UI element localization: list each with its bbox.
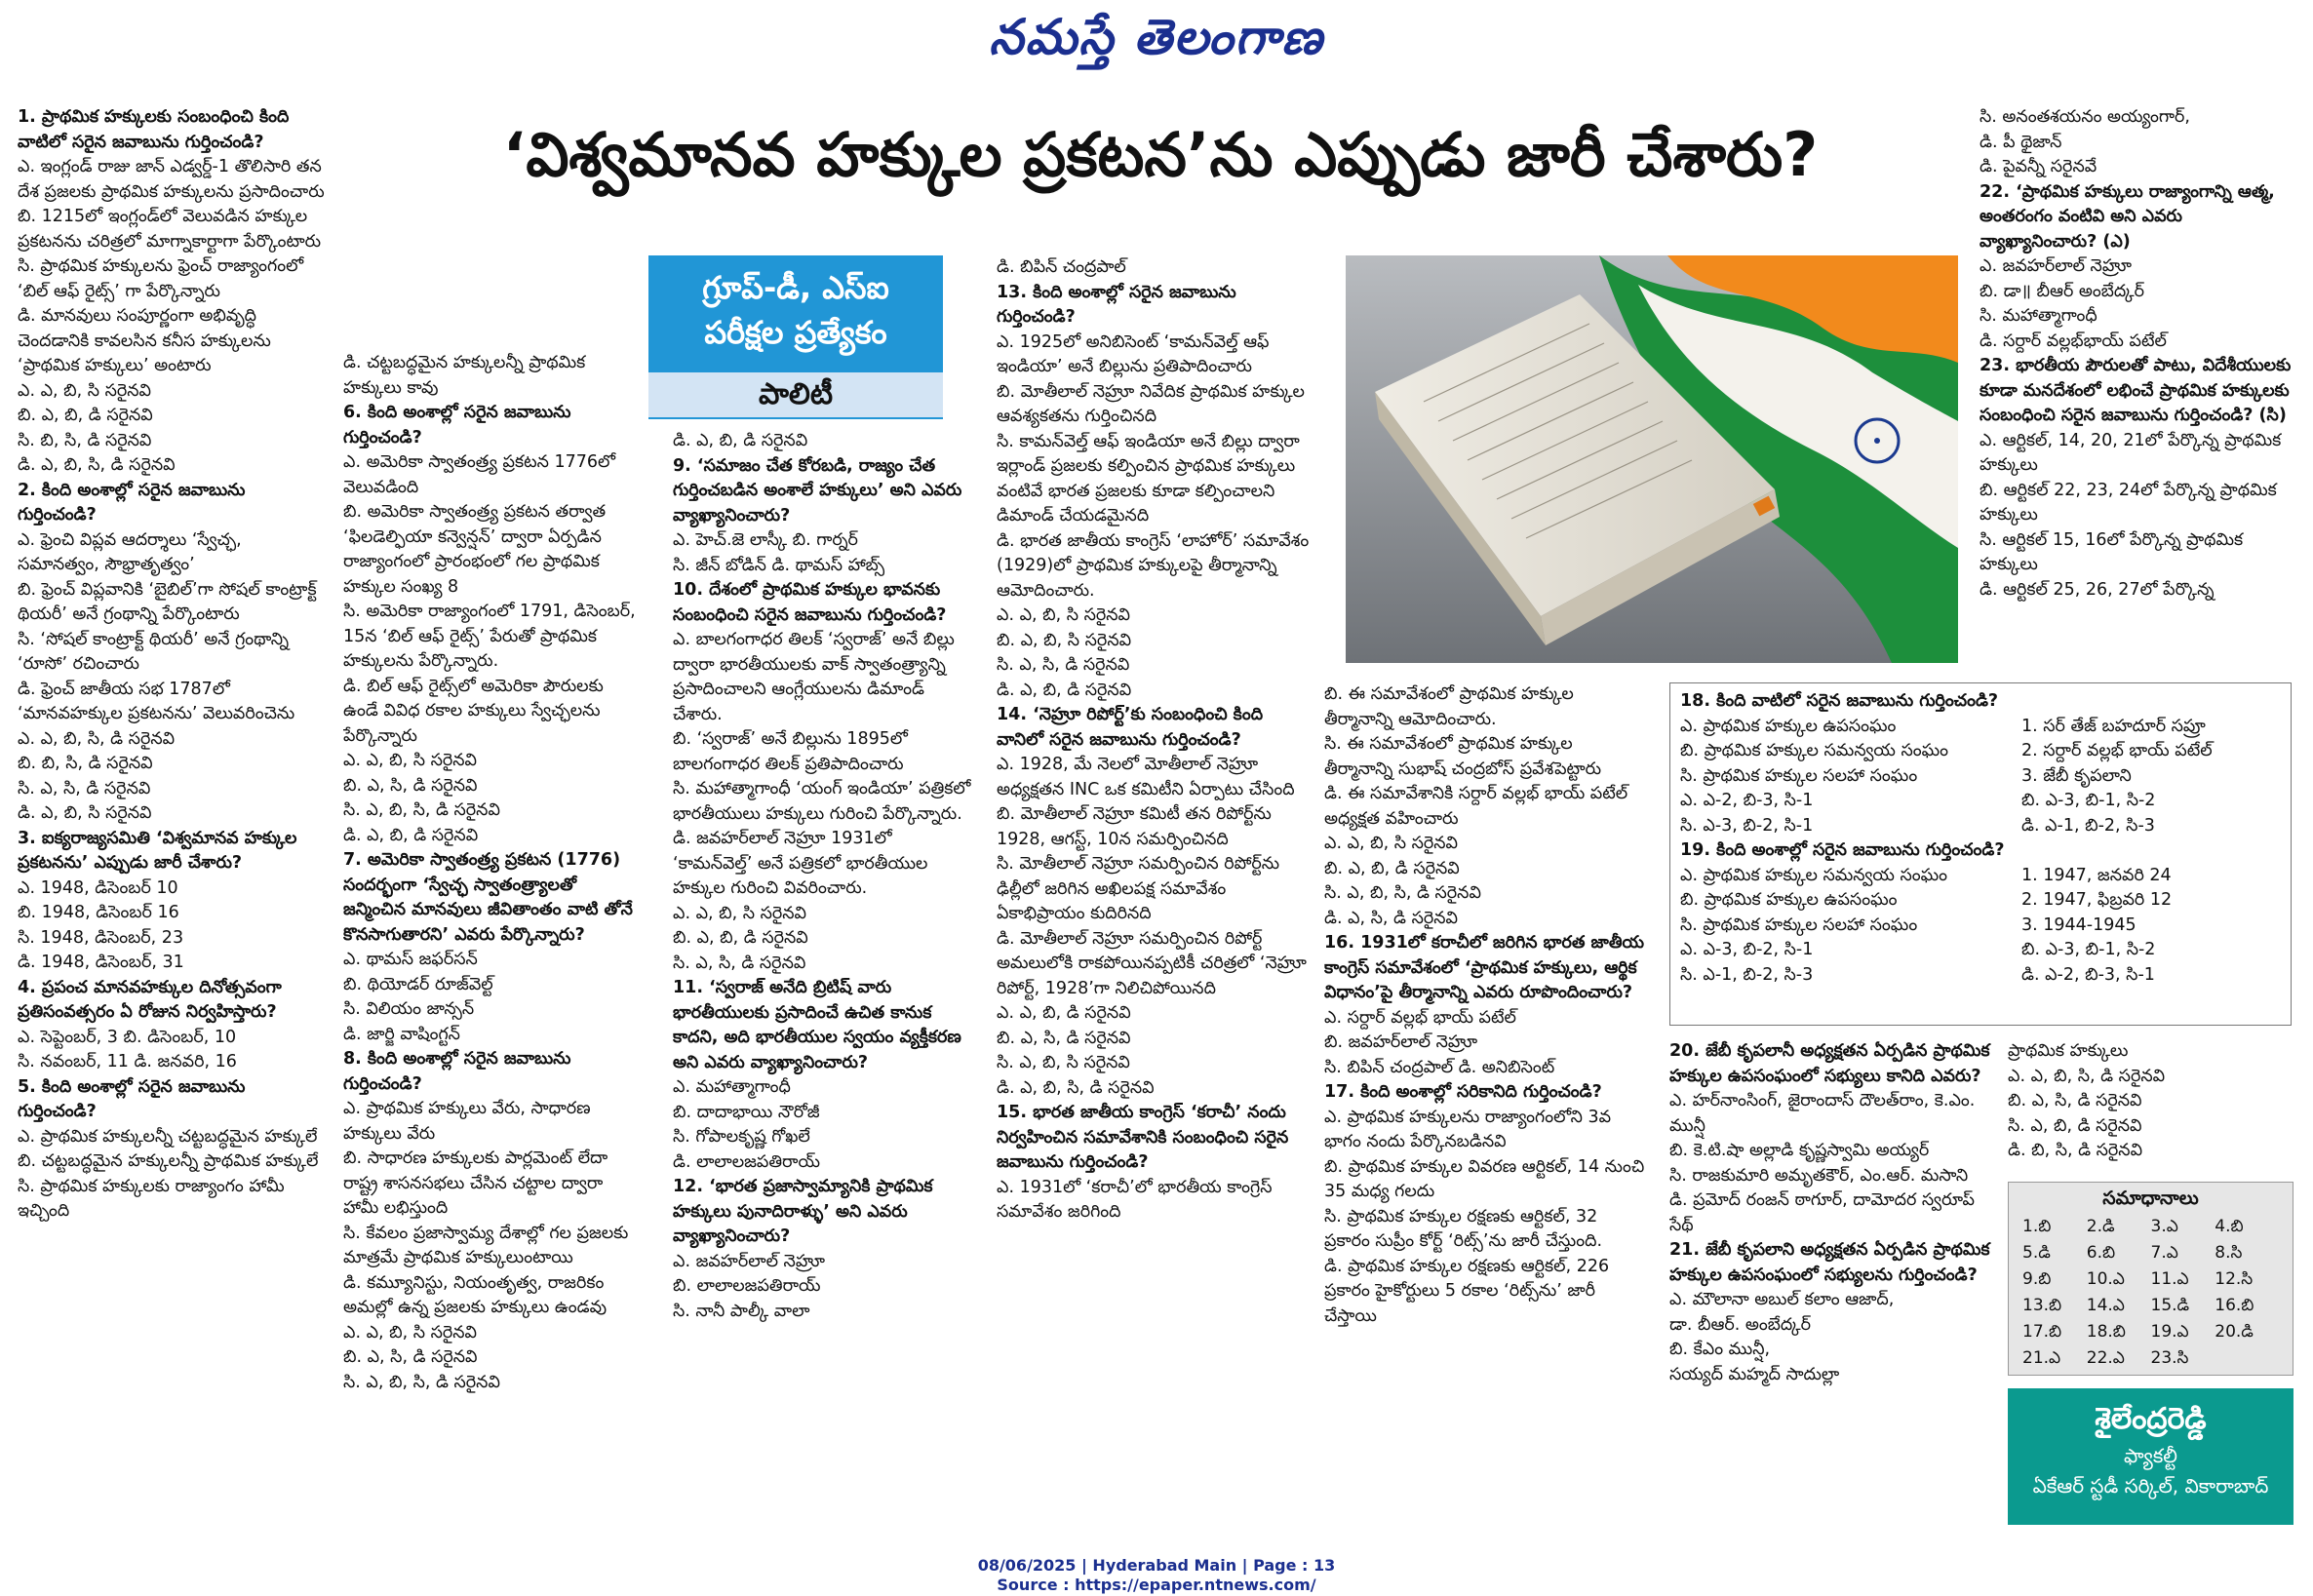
option-text: సి. కేవలం ప్రజాస్వామ్య దేశాల్లో గల ప్రజలకు మాత్రమే ప్రాథమిక హక్కులుంటాయి (343, 1223, 629, 1267)
option-text: డి. ఎ, బి, డి సరైనవి (673, 431, 808, 450)
question-text: 8. కింది అంశాల్లో సరైన జవాబును గుర్తించండి? (343, 1049, 571, 1094)
option-text: డి. జార్జి వాషింగ్టన్‌ (343, 1024, 460, 1044)
question-text: 14. ‘నెహ్రూ రిపోర్ట్‌’కు సంబంధించి కింది వానిలో సరైన జవాబును గుర్తించండి? (997, 705, 1264, 750)
list-item: బి. ప్రాథమిక హక్కుల సమన్వయ సంఘం (1680, 741, 1949, 760)
option-text: సి. మోతీలాల్‌ నెహ్రూ సమర్పించిన రిపోర్ట్‌ను ఢిల్లీలో జరిగిన అఖిలపక్ష సమావేశం ఏకాభిప్రాయం కుదిరినది (997, 854, 1280, 923)
option-text: బి. కె.టి.షా అల్లాడి కృష్ణస్వామి అయ్యర్‌ (1669, 1141, 1930, 1160)
option-text: ఎ. సెప్టెంబర్‌, 3 బి. డిసెంబర్‌, 10 (18, 1027, 237, 1047)
list-item: 1. సర్‌ తేజ్‌ బహదూర్‌ సప్రూ (2021, 716, 2206, 736)
option-text: సి. ఈ సమావేశంలో ప్రాథమిక హక్కుల తీర్మానాన్ని సుభాష్‌ చంద్రబోస్‌ ప్రవేశపెట్టారు (1324, 734, 1602, 779)
question-text: 4. ప్రపంచ మానవహక్కుల దినోత్సవంగా ప్రతిసంవత్సరం ఏ రోజున నిర్వహిస్తారు? (18, 977, 282, 1022)
list-item: బి. ఎ-3, బి-1, సి-2 (2021, 940, 2156, 959)
option-text: బి. ఎ, సి, డి సరైనవి (2008, 1091, 2142, 1110)
option-text: సి. ఎ, బి, సి, డి సరైనవి (343, 1372, 500, 1392)
q18-left-list (1680, 715, 2021, 839)
option-text: సి. మహాత్మాగాంధీ (1980, 306, 2097, 326)
option-text: డి. భారత జాతీయ కాంగ్రెస్‌ ‘లాహోర్‌’ సమావేశం (1929)లో ప్రాథమిక హక్కులపై తీర్మానాన్ని ఆమోదించారు. (997, 530, 1310, 601)
author-org: ఏకేఆర్‌ స్టడీ సర్కిల్‌, వికారాబాద్‌ (2032, 1474, 2269, 1498)
list-item: 5.డి (2022, 1243, 2051, 1263)
list-item: 20.డి (2215, 1322, 2254, 1342)
option-text: సి. రాజకుమారి అమృతకౌర్‌, ఎం.ఆర్‌. మసాని (1669, 1165, 1969, 1186)
option-text: సి. అనంతశయనం అయ్యంగార్‌, (1980, 107, 2190, 127)
question-text: 5. కింది అంశాల్లో సరైన జవాబును గుర్తించండి? (18, 1076, 246, 1121)
option-text: డి. కమ్యూనిస్టు, నియంతృత్వ, రాజరికం అమల్లో ఉన్న ప్రజలకు హక్కులు ఉండవు (343, 1272, 608, 1317)
answers-box (2008, 1182, 2293, 1376)
option-text: ఎ. మహాత్మాగాంధీ (673, 1077, 791, 1097)
list-item: సి. ప్రాథమిక హక్కుల సలహా సంఘం (1680, 765, 1918, 786)
list-item: 12.సి (2215, 1269, 2254, 1289)
option-text: డి. బి, సి, డి సరైనవి (2008, 1141, 2143, 1160)
option-text: డి. ప్రమోద్‌ రంజన్‌ ఠాగూర్‌, దామోదర స్వరూప్‌ సేథ్‌ (1669, 1190, 1975, 1235)
option-text: డి. మానవులు సంపూర్ణంగా అభివృద్ధి చెందడానికి కావలసిన కనీస హక్కులను ‘ప్రాథమిక హక్కులు’ అంటారు (18, 306, 271, 375)
option-text: బి. ఎ, బి, డి సరైనవి (673, 928, 808, 948)
question-text: 9. ‘సమాజం చేత కోరబడి, రాజ్యం చేత గుర్తించబడిన అంశాలే హక్కులు’ అని ఎవరు వ్యాఖ్యానించారు? (673, 455, 962, 526)
subject-label: పాలిటీ (648, 372, 943, 417)
option-text: ఎ. ఎ, బి, సి సరైనవి (18, 380, 151, 401)
option-text: సి. ఎ, సి, డి సరైనవి (997, 655, 1130, 675)
option-text: డి. పీ థైజాన్‌ (1980, 132, 2062, 152)
option-text: బి. ఎ, సి, డి సరైనవి (997, 1028, 1131, 1048)
option-text: ఎ. ఎ, బి, సి, డి సరైనవి (18, 728, 176, 749)
option-text: సి. గోపాలకృష్ణ గోఖలే (673, 1127, 810, 1147)
option-text: సి. ఎ, సి, డి సరైనవి (18, 778, 151, 798)
option-text: డి. ఫ్రెంచ్‌ జాతీయ సభ 1787లో ‘మానవహక్కుల ప్రకటనను’ వెలువరించెను (18, 679, 295, 723)
banner-line-2: పరీక్షల ప్రత్యేకం (704, 314, 887, 351)
question-text: 6. కింది అంశాల్లో సరైన జవాబును గుర్తించండి? (343, 403, 571, 448)
option-text: బి. 1215లో ఇంగ్లండ్‌లో వెలువడిన హక్కుల ప్రకటనను చరిత్రలో మాగ్నాకార్టాగా పేర్కొంటారు (18, 207, 322, 252)
option-text: సి. ప్రాథమిక హక్కులకు రాజ్యాంగం హామీ ఇచ్చింది (18, 1176, 285, 1221)
list-item: 1. 1947, జనవరి 24 (2021, 865, 2172, 885)
option-text: సి. ఎ, బి, సి, డి సరైనవి (1324, 883, 1481, 903)
list-item: సి. ప్రాథమిక హక్కుల సలహా సంఘం (1680, 915, 1918, 935)
list-item: 3. జేబీ కృపలాని (2021, 765, 2132, 786)
option-text: డి. 1948, డిసెంబర్‌, 31 (18, 953, 184, 972)
list-item: ఎ. ప్రాథమిక హక్కుల సమన్వయ సంఘం (1680, 865, 1947, 885)
option-text: ఎ. ఫ్రెంచి విప్లవ ఆదర్శాలు ‘స్వేచ్ఛ, సమానత్వం, సౌభ్రాతృత్వం’ (18, 529, 242, 574)
option-text: ఎ. హెచ్‌.జె లాస్కీ బి. గార్నర్‌ (673, 530, 858, 550)
option-text: ఎ. జవహర్‌లాల్‌ నెహ్రూ (673, 1251, 826, 1271)
option-text: బి. ఎ, సి, డి సరైనవి (343, 1347, 478, 1367)
list-item: 3. 1944-1945 (2021, 915, 2137, 935)
option-text: సి. ఎ, బి, సి, డి సరైనవి (343, 800, 500, 820)
list-item: 9.బి (2022, 1269, 2052, 1289)
option-text: ఎ. ఎ, బి, సి సరైనవి (673, 903, 806, 923)
constitution-flag-photo (1346, 255, 1958, 663)
option-text: ఎ. ప్రాథమిక హక్కులన్నీ చట్టబద్ధమైన హక్కులే (18, 1126, 318, 1147)
author-name: శైలేంద్రరెడ్డి (2095, 1402, 2207, 1436)
option-text: ఎ. అమెరికా స్వాతంత్ర్య ప్రకటన 1776లో వెలువడింది (343, 452, 616, 497)
list-item: సి. ఎ-3, బి-2, సి-1 (1680, 815, 1814, 836)
page-footer (0, 1556, 2313, 1595)
option-text: బి. ఎ, సి, డి సరైనవి (343, 775, 478, 796)
option-text: డా. బీఆర్‌. అంబేద్కర్‌ (1669, 1314, 1811, 1335)
question-text: 1. ప్రాథమిక హక్కులకు సంబంధించి కింది వాటిలో సరైన జవాబును గుర్తించండి? (18, 107, 290, 152)
option-text: బి. ప్రాథమిక హక్కుల వివరణ ఆర్టికల్‌, 14 నుంచి 35 మధ్య గలదు (1324, 1156, 1645, 1201)
option-text: ఎ. ప్రాథమిక హక్కులను రాజ్యాంగంలోని 3వ భాగం నందు పేర్కొనబడినవి (1324, 1107, 1612, 1151)
list-item: ఎ. ఎ-3, బి-2, సి-1 (1680, 940, 1814, 959)
option-text: బి. ఈ సమావేశంలో ప్రాథమిక హక్కుల తీర్మానాన్ని ఆమోదించారు. (1324, 684, 1574, 729)
option-text: డి. ఆర్టికల్‌ 25, 26, 27లో పేర్కొన్న (1980, 579, 2215, 600)
option-text: ఎ. ఎ, బి, సి సరైనవి (343, 1322, 477, 1343)
option-text: బి. ‘స్వరాజ్‌’ అనే బిల్లును 1895లో బాలగంగాధర తిలక్‌ ప్రతిపాదించారు (673, 729, 908, 774)
list-item: ఎ. ఎ-2, బి-3, సి-1 (1680, 791, 1814, 810)
option-text: ఎ. ఎ, బి, సి సరైనవి (997, 605, 1130, 625)
question-text: 3. ఐక్యరాజ్యసమితి ‘విశ్వమానవ హక్కుల ప్రకటనను’ ఎప్పుడు జారీ చేశారు? (18, 828, 297, 873)
option-text: బి. సాధారణ హక్కులకు పార్లమెంట్‌ లేదా రాష్ట్ర శాసనసభలు చేసిన చట్టాల ద్వారా హామీ లభిస్తుంది (343, 1148, 608, 1218)
option-text: ఎ. 1928, మే నెలలో మోతీలాల్‌ నెహ్రూ అధ్యక్షతన INC ఒక కమిటీని ఏర్పాటు చేసింది (997, 755, 1295, 799)
option-text: డి. జవహర్‌లాల్‌ నెహ్రూ 1931లో ‘కామన్‌వెల్త్‌’ అనే పత్రికలో భారతీయుల హక్కుల గురించి వివరించారు. (673, 829, 928, 898)
list-item: ఎ. ప్రాథమిక హక్కుల ఉపసంఘం (1680, 716, 1897, 736)
question-text: 17. కింది అంశాల్లో సరికానిది గుర్తించండి? (1324, 1082, 1602, 1102)
option-text: సి. ఆర్టికల్‌ 15, 16లో పేర్కొన్న ప్రాథమిక హక్కులు (1980, 529, 2244, 574)
list-item: 6.బి (2086, 1243, 2116, 1263)
q19-left-list (1680, 864, 2021, 989)
option-text: ఎ. ఇంగ్లండ్‌ రాజు జాన్‌ ఎడ్వర్డ్‌-1 తొలిసారి తన దేశ ప్రజలకు ప్రాథమిక హక్కులను ప్రసాదించారు (18, 157, 325, 202)
list-item: డి. ఎ-2, బి-3, సి-1 (2021, 964, 2155, 985)
option-text: ఎ. 1925లో అనిబిసెంట్‌ ‘కామన్‌వెల్త్‌ ఆఫ్‌ ఇండియా’ అనే బిల్లును ప్రతిపాదించారు (997, 331, 1270, 376)
list-item: బి. ప్రాథమిక హక్కుల ఉపసంఘం (1680, 890, 1898, 910)
match-questions-box (1669, 682, 2292, 1026)
list-item: 8.సి (2215, 1243, 2243, 1263)
list-item: 16.బి (2215, 1296, 2254, 1315)
question-text: 11. ‘స్వరాజ్‌ అనేది బ్రిటిష్‌ వారు భారతీయులకు ప్రసాదించే ఉచిత కానుక కాదని, అది భారతీయుల స్వయం వ్యక్తీకరణ అని ఎవరు వ్యాఖ్యానించారు? (673, 978, 961, 1072)
list-item: 18.బి (2086, 1322, 2126, 1342)
option-text: ఎ. సర్దార్‌ వల్లభ్‌ భాయ్‌ పటేల్‌ (1324, 1007, 1516, 1028)
question-text: 23. భారతీయ పౌరులతో పాటు, విదేశీయులకు కూడా మనదేశంలో లభించే ప్రాథమిక హక్కులకు సంబంధించి సరైన జవాబును గుర్తించండి? (సి) (1980, 356, 2292, 425)
option-text: సి. 1948, డిసెంబర్‌, 23 (18, 927, 184, 948)
option-text: సి. జీన్‌ బోడిన్‌ డి. థామస్‌ హాబ్స్‌ (673, 555, 885, 575)
option-text: డి. ఈ సమావేశానికి సర్దార్‌ వల్లభ్‌ భాయ్‌ పటేల్‌ అధ్యక్షత వహించారు (1324, 784, 1628, 829)
option-text: బి. జవహర్‌లాల్‌ నెహ్రూ (1324, 1032, 1478, 1052)
option-text: సి. కామన్‌వెల్త్‌ ఆఫ్‌ ఇండియా అనే బిల్లు ద్వారా ఇర్లాండ్‌ ప్రజలకు కల్పించిన ప్రాథమిక హక్కులు వంటివే భారత ప్రజలకు కూడా కల్పించాలని డిమాండ్‌ చేయడమైనది (997, 431, 1300, 526)
list-item: 4.బి (2215, 1217, 2244, 1236)
option-text: ఎ. ఎ, బి, సి, డి సరైనవి (2008, 1066, 2166, 1086)
page-headline: ‘విశ్వమానవ హక్కుల ప్రకటన’ను ఎప్పుడు జారీ చేశారు? (502, 119, 1819, 190)
option-text: ప్రాథమిక హక్కులు (2008, 1041, 2129, 1061)
answers-grid (2009, 1214, 2293, 1372)
option-text: డి. ఎ, బి, డి సరైనవి (997, 680, 1132, 700)
list-item: బి. ఎ-3, బి-1, సి-2 (2021, 791, 2156, 810)
option-text: ఎ. థామస్‌ జఫర్‌సన్‌ (343, 950, 478, 969)
option-text: బి. ఎ, బి, డి సరైనవి (18, 406, 153, 425)
option-text: డి. లాలాలజపతిరాయ్‌ (673, 1151, 820, 1172)
option-text: బి. లాలాలజపతిరాయ్‌ (673, 1276, 821, 1296)
footer-source-line: Source : https://epaper.ntnews.com/ (997, 1576, 1316, 1594)
option-text: డి. మోతీలాల్‌ నెహ్రూ సమర్పించిన రిపోర్ట్‌ అమలులోకి రాకపోయినప్పటికీ చరిత్రలో ‘నెహ్రూ రిపోర్ట్‌, 1928’గా నిలిచిపోయినది (997, 928, 1307, 998)
column-5 (1324, 682, 1646, 1501)
option-text: డి. పైవన్నీ సరైనవే (1980, 157, 2097, 176)
option-text: బి. మోతీలాల్‌ నెహ్రూ నివేదిక ప్రాథమిక హక్కుల ఆవశ్యకతను గుర్తించినది (997, 381, 1305, 426)
option-text: బి. దాదాభాయి నౌరోజీ (673, 1102, 820, 1122)
option-text: సి. ఎ, బి, సి సరైనవి (997, 1053, 1130, 1072)
list-item: 22.ఎ (2086, 1348, 2125, 1368)
question-text: 21. జేబీ కృపలాని అధ్యక్షతన ఏర్పడిన ప్రాథమిక హక్కుల ఉపసంఘంలో సభ్యులను గుర్తించండి? (1669, 1240, 1990, 1285)
option-text: సి. ‘సోషల్‌ కాంట్రాక్ట్‌ థియరీ’ అనే గ్రంథాన్ని ‘రూసో’ రచించారు (18, 629, 290, 674)
option-text: డి. చట్టబద్ధమైన హక్కులన్నీ ప్రాథమిక హక్కులు కావు (343, 353, 586, 398)
option-text: ఎ. హర్‌నాంసింగ్‌, జైరాందాస్‌ దౌలత్‌రాం, కె.ఎం. మున్షీ (1669, 1091, 1976, 1136)
option-text: సి. నవంబర్‌, 11 డి. జనవరి, 16 (18, 1052, 237, 1071)
option-text: సి. బిపిన్‌ చంద్రపాల్‌ డి. అనిబిసెంట్‌ (1324, 1057, 1555, 1077)
list-item: 19.ఎ (2150, 1322, 2189, 1342)
option-text: సి. అమెరికా రాజ్యాంగంలో 1791, డిసెంబర్‌, 15న ‘బిల్‌ ఆఫ్‌ రైట్స్‌’ పేరుతో ప్రాథమిక హక్కులను పేర్కొన్నారు. (343, 602, 636, 671)
question-text: 2. కింది అంశాల్లో సరైన జవాబును గుర్తించండి? (18, 480, 246, 525)
q18-right-list (2021, 715, 2275, 839)
option-text: డి. బిపిన్‌ చంద్రపాల్‌ (997, 257, 1126, 277)
column-3 (673, 429, 971, 1501)
list-item: 23.సి (2150, 1348, 2189, 1368)
option-text: బి. చట్టబద్ధమైన హక్కులన్నీ ప్రాథమిక హక్కులే (18, 1151, 319, 1171)
question-text: 15. భారత జాతీయ కాంగ్రెస్‌ ‘కరాచీ’ నందు నిర్వహించిన సమావేశానికి సంబంధించి సరైన జవాబును గుర్తించండి? (997, 1103, 1289, 1172)
column-8 (2008, 1039, 2293, 1176)
option-text: డి. ఎ, బి, డి సరైనవి (343, 825, 479, 845)
option-text: బి. అమెరికా స్వాతంత్ర్య ప్రకటన తర్వాత ‘ఫిలడెల్ఫియా కన్వెన్షన్‌’ ద్వారా ఏర్పడిన రాజ్యాంగంలో ప్రారంభంలో గల ప్రాథమిక హక్కుల సంఖ్య 8 (343, 502, 607, 597)
option-text: డి. సర్దార్‌ వల్లభ్‌భాయ్‌ పటేల్‌ (1980, 331, 2167, 351)
option-text: ఎ. 1948, డిసెంబర్‌ 10 (18, 877, 178, 898)
question-text: 12. ‘భారత ప్రజాస్వామ్యానికి ప్రాథమిక హక్కులు పునాదిరాళ్ళు’ అని ఎవరు వ్యాఖ్యానించారు? (673, 1177, 933, 1246)
option-text: బి. ఎ, బి, సి సరైనవి (997, 630, 1132, 650)
column-6 (1980, 105, 2293, 679)
option-text: సి. బి, సి, డి సరైనవి (18, 430, 152, 450)
option-text: బి. 1948, డిసెంబర్‌ 16 (18, 903, 179, 922)
question-text: 16. 1931లో కరాచీలో జరిగిన భారత జాతీయ కాంగ్రెస్‌ సమావేశంలో ‘ప్రాథమిక హక్కులు, ఆర్థిక విధానం’పై తీర్మానాన్ని ఎవరు రూపొందించారు? (1324, 933, 1645, 1002)
column-2 (343, 351, 639, 1501)
option-text: ఎ. బాలగంగాధర తిలక్‌ ‘స్వరాజ్‌’ అనే బిల్లు ద్వారా భారతీయులకు వాక్‌ స్వాతంత్ర్యాన్ని ప్రసాదించాలని ఆంగ్లేయులను డిమాండ్‌ చేశారు. (673, 630, 955, 724)
option-text: బి. డా॥ బీఆర్‌ అంబేద్కర్‌ (1980, 281, 2144, 301)
option-text: ఎ. ప్రాథమిక హక్కులు వేరు, సాధారణ హక్కులు వేరు (343, 1099, 591, 1144)
list-item: 10.ఎ (2086, 1269, 2125, 1289)
list-item: 3.ఎ (2150, 1217, 2178, 1236)
option-text: ఎ. మౌలానా అబుల్‌ కలాం ఆజాద్‌, (1669, 1290, 1895, 1309)
list-item: 2.డి (2086, 1217, 2115, 1236)
option-text: బి. మోతీలాల్‌ నెహ్రూ కమిటీ తన రిపోర్ట్‌ను 1928, ఆగస్ట్‌, 10న సమర్పించినది (997, 804, 1272, 849)
option-text: సి. ఎ, సి, డి సరైనవి (673, 953, 806, 973)
question-18: 18. కింది వాటిలో సరైన జవాబును గుర్తించండి? (1680, 691, 1999, 711)
option-text: ఎ. ఎ, బి, సి సరైనవి (1324, 834, 1458, 853)
list-item: 17.బి (2022, 1322, 2062, 1342)
list-item: 13.బి (2022, 1296, 2062, 1315)
question-text: 22. ‘ప్రాథమిక హక్కులు రాజ్యాంగాన్ని ఆత్మ, అంతరంగం వంటివి అని ఎవరు వ్యాఖ్యానించారు? (ఎ) (1980, 181, 2275, 252)
list-item: సి. ఎ-1, బి-2, సి-3 (1680, 964, 1814, 985)
option-text: డి. ప్రాథమిక హక్కుల రక్షణకు ఆర్టికల్‌, 226 ప్రకారం హైకోర్టులు 5 రకాల ‘రిట్స్‌ను’ జారీ చేస్తాయి (1324, 1256, 1610, 1326)
list-item: 1.బి (2022, 1217, 2052, 1236)
option-text: సి. విలియం జాన్సన్‌ (343, 999, 475, 1019)
banner-line-1: గ్రూప్‌-డీ, ఎస్‌ఐ (702, 269, 889, 306)
constitution-book-illustration (1346, 255, 1958, 663)
list-item: 15.డి (2150, 1296, 2190, 1315)
option-text: ఎ. ఎ, బి, సి సరైనవి (343, 751, 477, 770)
question-text: 7. అమెరికా స్వాతంత్ర్య ప్రకటన (1776) సందర్భంగా ‘స్వేచ్ఛ స్వాతంత్ర్యాలతో జన్మించిన మానవులు జీవితాంతం వాటి తోనే కొనసాగుతారని’ ఎవరు పేర్కొన్నారు? (343, 850, 633, 945)
option-text: డి. బిల్‌ ఆఫ్‌ రైట్స్‌లో అమెరికా పౌరులకు ఉండే వివిధ రకాల హక్కులు స్వేచ్ఛలను పేర్కొన్నారు (343, 676, 604, 746)
author-box (2008, 1388, 2293, 1525)
option-text: డి. ఎ, బి, సి, డి సరైనవి (997, 1077, 1155, 1098)
option-text: సయ్యద్‌ మహ్మద్‌ సాదుల్లా (1669, 1364, 1840, 1384)
option-text: బి. ఆర్టికల్‌ 22, 23, 24లో పేర్కొన్న ప్రాథమిక హక్కులు (1980, 480, 2277, 525)
answers-title: సమాధానాలు (2102, 1187, 2199, 1209)
list-item: 2. సర్దార్‌ వల్లభ్‌ భాయ్‌ పటేల్‌ (2021, 741, 2213, 760)
list-item: 7.ఎ (2150, 1243, 2178, 1263)
column-7 (1669, 1039, 1991, 1501)
option-text: సి. నానీ పాల్కీ వాలా (673, 1301, 810, 1321)
list-item: 2. 1947, ఫిబ్రవరి 12 (2021, 890, 2173, 910)
footer-date-line: 08/06/2025 | Hyderabad Main | Page : 13 (977, 1556, 1336, 1575)
option-text: డి. ఎ, బి, సి సరైనవి (18, 803, 152, 823)
author-role: ఫ్యాకల్టీ (2124, 1444, 2177, 1467)
list-item: 11.ఎ (2150, 1269, 2189, 1289)
option-text: సి. ఎ, బి, డి సరైనవి (2008, 1115, 2142, 1136)
option-text: సి. ప్రాథమిక హక్కుల రక్షణకు ఆర్టికల్‌, 32 ప్రకారం సుప్రీం కోర్ట్‌ ‘రిట్స్‌’ను జారీ చేస్తుంది. (1324, 1206, 1603, 1251)
option-text: సి. మహాత్మాగాంధీ ‘యంగ్‌ ఇండియా’ పత్రికలో భారతీయులు హక్కులు గురించి పేర్కొన్నారు. (673, 779, 971, 824)
option-text: బి. థియోడర్‌ రూజ్‌వెల్ట్‌ (343, 974, 493, 994)
question-text: 13. కింది అంశాల్లో సరైన జవాబును గుర్తించండి? (997, 282, 1236, 327)
option-text: బి. బి, సి, డి సరైనవి (18, 754, 153, 773)
q19-right-list (2021, 864, 2275, 989)
masthead-logo: నమస్తే తెలంగాణ (989, 8, 1324, 65)
list-item: 14.ఎ (2086, 1296, 2125, 1315)
option-text: ఎ. ఆర్టికల్‌, 14, 20, 21లో పేర్కొన్న ప్రాథమిక హక్కులు (1980, 430, 2282, 475)
list-item: 21.ఎ (2022, 1348, 2061, 1368)
list-item: డి. ఎ-1, బి-2, సి-3 (2021, 815, 2155, 836)
option-text: ఎ. 1931లో ‘కరాచీ’లో భారతీయ కాంగ్రెస్‌ సమావేశం జరిగింది (997, 1177, 1273, 1222)
column-1 (18, 105, 328, 1501)
option-text: ఎ. ఎ, బి, డి సరైనవి (997, 1003, 1131, 1023)
option-text: బి. ఫ్రెంచ్‌ విప్లవానికి ‘బైబిల్‌’గా సోషల్‌ కాంట్రాక్ట్‌ థియరీ’ అనే గ్రంథాన్ని పేర్కొంటారు (18, 579, 317, 624)
option-text: బి. కేఎం మున్షీ, (1669, 1340, 1771, 1359)
option-text: సి. ప్రాథమిక హక్కులను ఫ్రెంచ్‌ రాజ్యాంగంలో ‘బిల్‌ ఆఫ్‌ రైట్స్‌’ గా పేర్కొన్నారు (18, 256, 304, 301)
option-text: ఎ. జవహర్‌లాల్‌ నెహ్రూ (1980, 256, 2133, 276)
option-text: డి. ఎ, సి, డి సరైనవి (1324, 908, 1458, 928)
option-text: బి. ఎ, బి, డి సరైనవి (1324, 858, 1460, 878)
question-19: 19. కింది అంశాల్లో సరైన జవాబును గుర్తించండి? (1680, 840, 2005, 860)
question-text: 10. దేశంలో ప్రాథమిక హక్కుల భావనకు సంబంధించి సరైన జవాబును గుర్తించండి? (673, 580, 947, 625)
question-text: 20. జేబీ కృపలానీ అధ్యక్షతన ఏర్పడిన ప్రాథమిక హక్కుల ఉపసంఘంలో సభ్యులు కానిది ఎవరు? (1669, 1041, 1990, 1086)
column-4 (997, 255, 1314, 1501)
option-text: డి. ఎ, బి, సి, డి సరైనవి (18, 455, 176, 475)
